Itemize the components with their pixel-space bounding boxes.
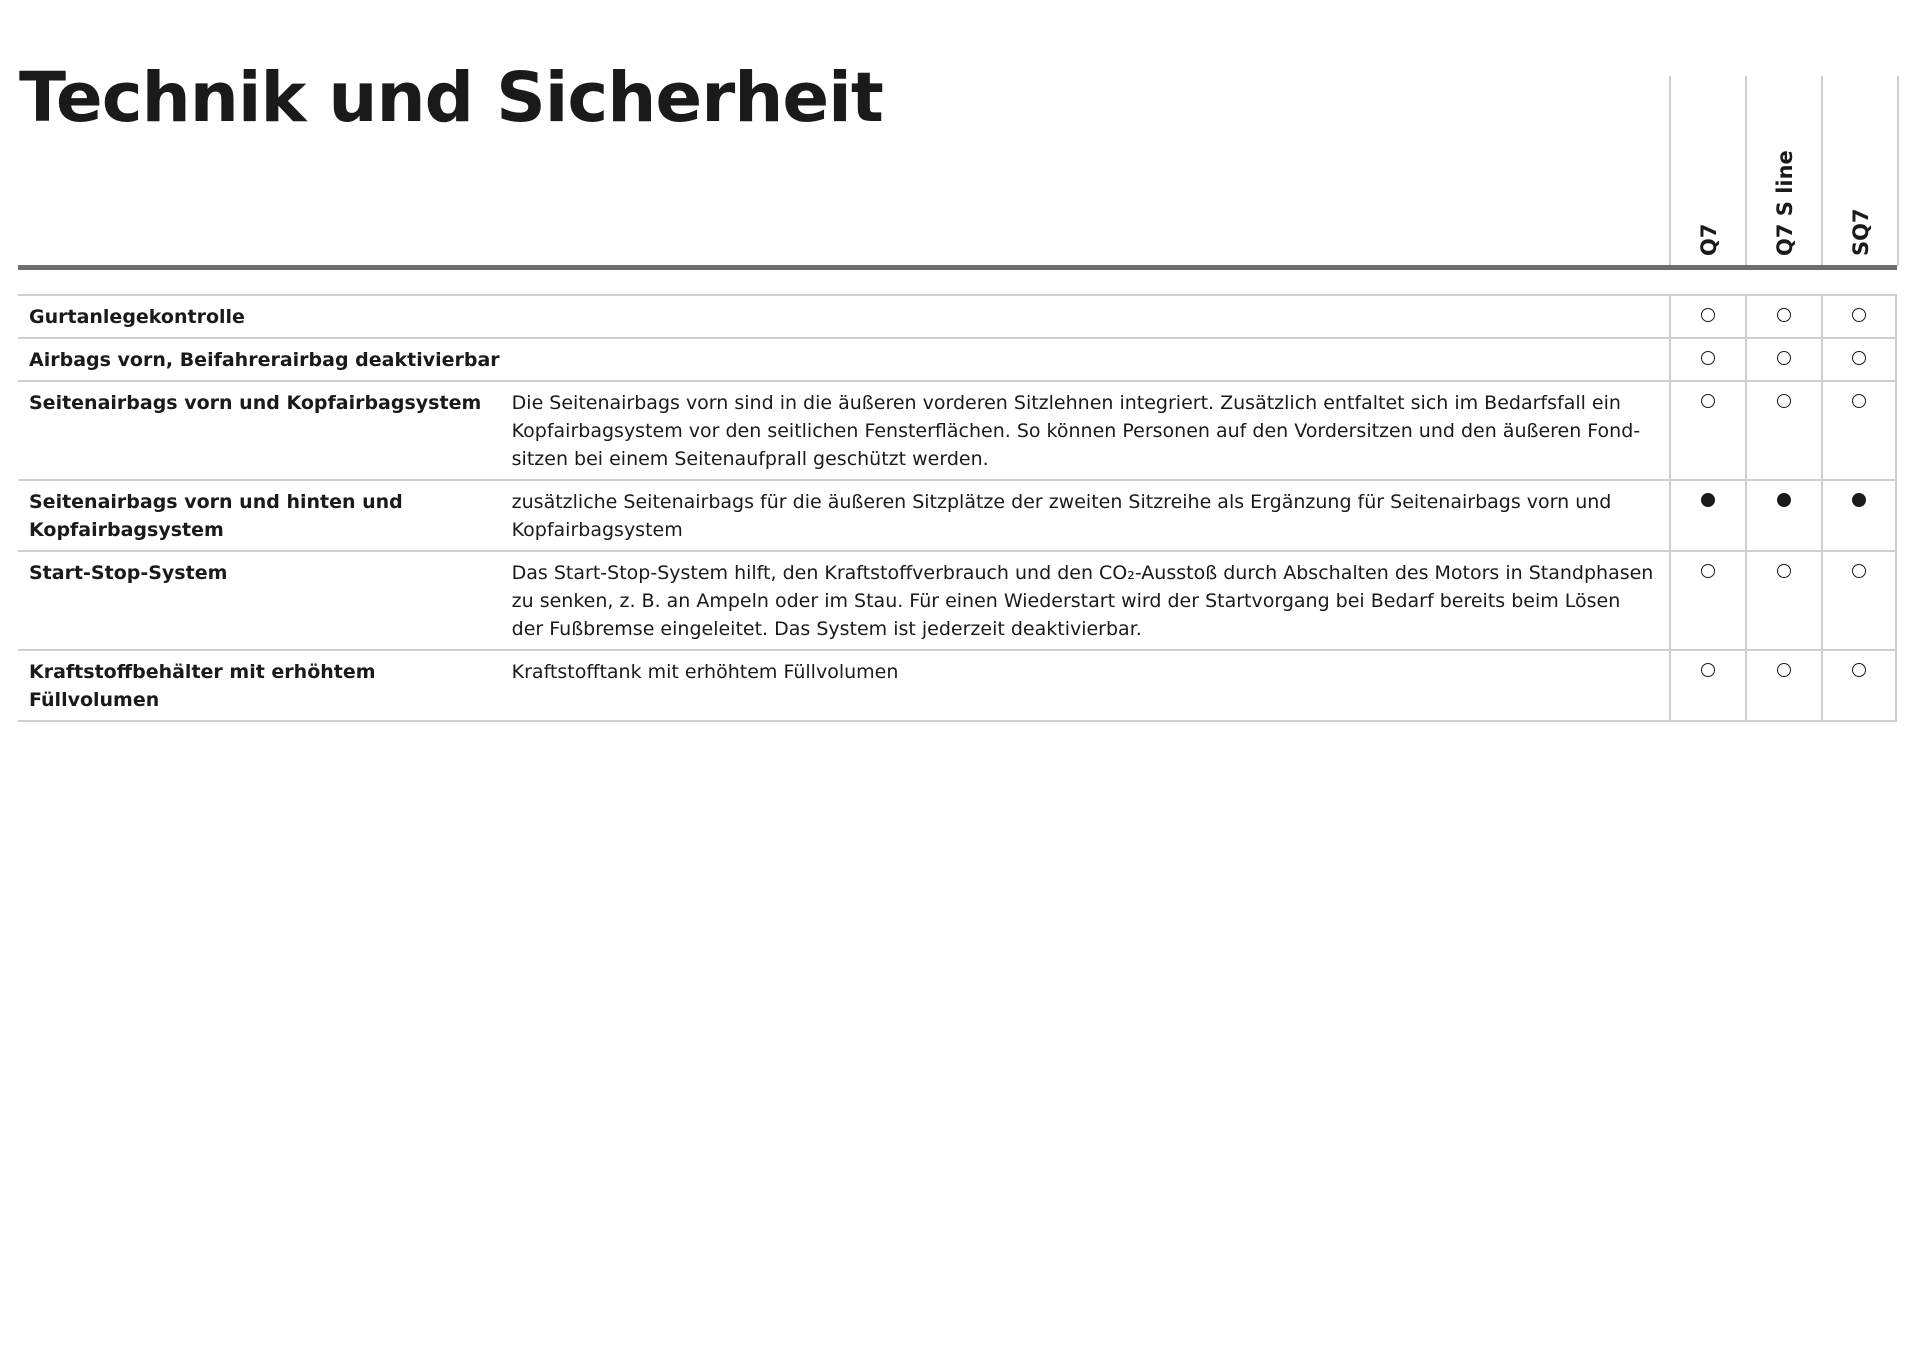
availability-cell — [1669, 481, 1745, 550]
feature-name: Airbags vorn, Beifahrerairbag deaktivierbar — [29, 349, 500, 371]
availability-cell — [1821, 481, 1897, 550]
availability-cell — [1669, 382, 1745, 479]
availability-cell — [1745, 552, 1821, 649]
availability-cell — [1669, 296, 1745, 337]
header-rule — [18, 265, 1897, 270]
availability-cell — [1745, 339, 1821, 380]
availability-cell — [1821, 651, 1897, 720]
header-column-divider — [1821, 76, 1823, 266]
open-circle-icon — [1852, 351, 1866, 365]
availability-cell — [1745, 296, 1821, 337]
feature-description: Die Seitenairbags vorn sind in die äußeren vorderen Sitzlehnen integriert. Zusätzlich entfaltet sich im Bedarfsfall ein Kopfairbagsystem vor den seitlichen Fensterflächen. So können Personen auf den Vordersitzen und den äußeren Fondsitzen bei einem Seitenaufprall geschützt werden. — [511, 392, 1641, 470]
header-column-divider — [1897, 76, 1899, 266]
feature-name: Gurtanlegekontrolle — [29, 306, 245, 328]
feature-name: Seitenairbags vorn und hinten und Kopfairbagsystem — [29, 491, 403, 541]
open-circle-icon — [1777, 394, 1791, 408]
availability-cell — [1821, 339, 1897, 380]
header-column-divider — [1669, 76, 1671, 266]
filled-circle-icon — [1777, 493, 1791, 507]
availability-cell — [1745, 481, 1821, 550]
feature-description: zusätzliche Seitenairbags für die äußeren Sitzplätze der zweiten Sitzreihe als Ergänzung für Seitenairbags vorn und Kopfairbagsystem — [511, 491, 1612, 541]
open-circle-icon — [1852, 394, 1866, 408]
open-circle-icon — [1701, 351, 1715, 365]
open-circle-icon — [1701, 394, 1715, 408]
column-header-label: Q7 S line — [1773, 150, 1797, 256]
open-circle-icon — [1852, 308, 1866, 322]
open-circle-icon — [1701, 564, 1715, 578]
column-header-label: Q7 — [1697, 223, 1721, 256]
column-header-label: SQ7 — [1849, 208, 1873, 256]
filled-circle-icon — [1701, 493, 1715, 507]
availability-cell — [1669, 552, 1745, 649]
availability-cell — [1821, 552, 1897, 649]
feature-description — [512, 339, 1669, 380]
feature-name: Kraftstoffbehälter mit erhöhtem Füllvolumen — [29, 661, 376, 711]
feature-description: Das Start-Stop-System hilft, den Kraftstoffverbrauch und den CO₂-Ausstoß durch Abschalten des Motors in Standphasen zu senken, z. B. an Ampeln oder im Stau. Für einen Wiederstart wird der Startvorgang bei Bedarf bereits beim Lösen der Fußbremse eingeleitet. Das System ist jederzeit deaktivierbar. — [511, 562, 1654, 640]
table-row — [18, 481, 1897, 552]
open-circle-icon — [1852, 564, 1866, 578]
table-row — [18, 552, 1897, 651]
table-row — [18, 651, 1897, 722]
open-circle-icon — [1777, 663, 1791, 677]
feature-description — [512, 296, 1669, 337]
open-circle-icon — [1777, 308, 1791, 322]
availability-cell — [1745, 651, 1821, 720]
feature-name: Start-Stop-System — [29, 562, 228, 584]
equipment-table — [18, 294, 1897, 722]
filled-circle-icon — [1852, 493, 1866, 507]
table-row — [18, 339, 1897, 382]
open-circle-icon — [1777, 564, 1791, 578]
feature-name: Seitenairbags vorn und Kopfairbagsystem — [29, 392, 482, 414]
availability-cell — [1821, 296, 1897, 337]
open-circle-icon — [1852, 663, 1866, 677]
open-circle-icon — [1701, 663, 1715, 677]
availability-cell — [1745, 382, 1821, 479]
open-circle-icon — [1701, 308, 1715, 322]
open-circle-icon — [1777, 351, 1791, 365]
availability-cell — [1821, 382, 1897, 479]
table-row — [18, 296, 1897, 339]
table-row — [18, 382, 1897, 481]
header-column-divider — [1745, 76, 1747, 266]
feature-description: Kraftstofftank mit erhöhtem Füllvolumen — [511, 661, 899, 683]
page-title: Technik und Sicherheit — [19, 58, 883, 138]
availability-cell — [1669, 339, 1745, 380]
availability-cell — [1669, 651, 1745, 720]
